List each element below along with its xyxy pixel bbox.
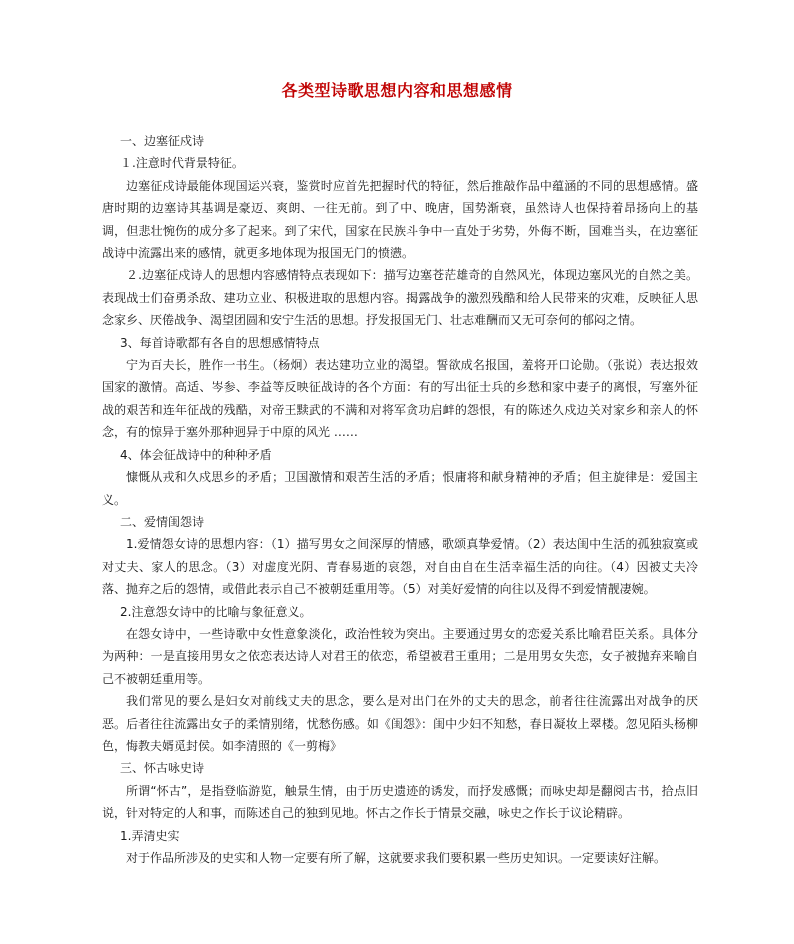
subsection-heading: 1.弄清史实 [120, 828, 180, 843]
section-heading: 二、爱情闺怨诗 [120, 514, 205, 529]
paragraph: 边塞征戍诗最能体现国运兴衰，鉴赏时应首先把握时代的特征，然后推敲作品中蕴涵的不同的思想感情。盛唐时期的边塞诗其基调是豪迈、爽朗、一往无前。到了中、晚唐，国势渐衰，虽然诗人也保持着昂扬向上的基调，但悲壮惋伤的成分多了起来。到了宋代，国家在民族斗争中一直处于劣势，外侮不断，国难当头，在边塞征战诗中流露出来的感情，就更多地体现为报国无门的愤懑。 [102, 178, 698, 261]
section-heading: 三、怀古咏史诗 [120, 761, 205, 776]
paragraph: 宁为百夫长，胜作一书生。（杨炯）表达建功立业的渴望。誓欲成名报国，羞将开口论勋。（张说）表达报效国家的激情。高适、岑参、李益等反映征战诗的各个方面：有的写出征士兵的乡愁和家中妻子的离恨，写塞外征战的艰苦和连年征战的残酷，对帝王黩武的不满和对将军贪功启衅的怨恨，有的陈述久戍边关对家乡和亲人的怀念，有的惊异于塞外那种迥异于中原的风光 …… [102, 358, 698, 440]
subsection-heading: １.注意时代背景特征。 [120, 156, 244, 171]
paragraph: 对于作品所涉及的史实和人物一定要有所了解，这就要求我们要积累一些历史知识。一定要读好注解。 [126, 851, 667, 865]
document-title: 各类型诗歌思想内容和思想感情 [281, 81, 513, 100]
paragraph: 在怨女诗中，一些诗歌中女性意象淡化，政治性较为突出。主要通过男女的恋爱关系比喻君臣关系。具体分为两种：一是直接用男女之依恋表达诗人对君王的依恋，希望被君王重用；二是用男女失恋，女子被抛弃来喻自己不被朝廷重用等。 [102, 626, 698, 686]
paragraph: ２.边塞征戍诗人的思想内容感情特点表现如下：描写边塞苍茫雄奇的自然风光，体现边塞风光的自然之美。表现战士们奋勇杀敌、建功立业、积极进取的思想内容。揭露战争的激烈残酷和给人民带来的灾难，反映征人思念家乡、厌倦战争、渴望团圆和安宁生活的思想。抒发报国无门、壮志难酬而又无可奈何的郁闷之情。 [102, 268, 698, 328]
document-body [102, 130, 698, 869]
paragraph: 所谓“怀古”，是指登临游览，触景生情，由于历史遗迹的诱发，而抒发感慨；而咏史却是翻阅古书，拾点旧说，针对特定的人和事，而陈述自己的独到见地。怀古之作长于情景交融，咏史之作长于议论精辟。 [102, 783, 698, 821]
paragraph: 1.爱情怨女诗的思想内容：（1）描写男女之间深厚的情感，歌颂真挚爱情。（2）表达闺中生活的孤独寂寞或对丈夫、家人的思念。（3）对虚度光阴、青春易逝的哀怨，对自由自在生活幸福生活的向往。（4）因被丈夫冷落、抛弃之后的怨情，或借此表示自己不被朝廷重用等。（5）对美好爱情的向往以及得不到爱情靓凄婉。 [102, 537, 698, 597]
subsection-heading: 4、体会征战诗中的种种矛盾 [120, 447, 272, 462]
paragraph: 慷慨从戎和久戍思乡的矛盾；卫国激情和艰苦生活的矛盾；恨庸将和献身精神的矛盾；但主旋律是：爱国主义。 [102, 470, 698, 507]
subsection-heading: 2.注意怨女诗中的比喻与象征意义。 [120, 604, 312, 619]
subsection-heading: 3、每首诗歌都有各自的思想感情特点 [120, 335, 320, 350]
paragraph: 我们常见的要么是妇女对前线丈夫的思念，要么是对出门在外的丈夫的思念，前者往往流露出对战争的厌恶。后者往往流露出女子的柔情别绪，忧愁伤感。如《闺怨》：闺中少妇不知愁，春日凝妆上翠楼。忽见陌头杨柳色，悔教夫婿觅封侯。如李清照的《一剪梅》 [102, 694, 698, 753]
section-heading: 一、边塞征戍诗 [120, 134, 205, 148]
